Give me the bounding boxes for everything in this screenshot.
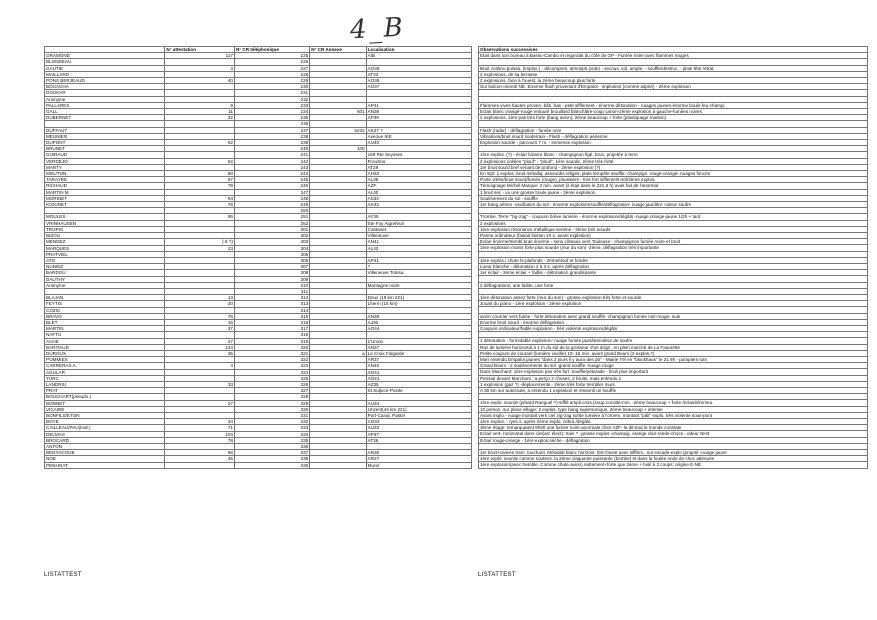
table-cell: 79 bbox=[165, 183, 235, 189]
table-cell: AZ35 bbox=[366, 381, 471, 387]
table-cell: AO37 bbox=[366, 84, 471, 90]
observation-cell: Etait dans son bureau à Basso-Cambo et regardait du côté de GP - Fumée noire avec flammes rouges bbox=[479, 53, 868, 59]
table-cell: 325 bbox=[234, 375, 309, 381]
table-cell: 305 bbox=[234, 251, 309, 257]
table-cell: 250 bbox=[234, 208, 309, 214]
table-row bbox=[479, 462, 868, 468]
table-cell: TROPIS bbox=[45, 226, 165, 232]
table-cell: IGOUNET bbox=[45, 202, 165, 208]
table-cell: MORINET bbox=[45, 195, 165, 201]
table-cell: AN38 bbox=[366, 109, 471, 115]
table-cell: Castanet bbox=[366, 226, 471, 232]
observation-cell: Eclair blanc orangé-rouge entouré brouillard blanchâtre-coup canon-2ème explosion à gauche-fumées noires bbox=[479, 108, 868, 114]
table-cell: 40 bbox=[165, 78, 235, 84]
table-cell: 234 bbox=[234, 109, 309, 115]
table-cell: 329 bbox=[234, 400, 309, 406]
table-cell: 310 bbox=[234, 282, 309, 288]
table-cell: 11 bbox=[165, 109, 235, 115]
table-cell: AP37 bbox=[366, 431, 471, 437]
table-cell: 332 bbox=[234, 419, 309, 425]
table-cell: 20 bbox=[165, 301, 235, 307]
table-cell: 317 bbox=[234, 326, 309, 332]
observation-cell: Eclair vert- horizontal dans ciel(arc élect): train ? -grosse explos.-champig. orange clair-ronde-chocs - odeur NH3 bbox=[479, 431, 868, 437]
column-header: N° attestation bbox=[165, 47, 235, 53]
table-cell: AU33 bbox=[366, 425, 471, 431]
table-cell: 3 bbox=[165, 65, 235, 71]
table-cell: Frouzins bbox=[366, 158, 471, 164]
table-cell: 326 bbox=[234, 381, 309, 387]
observation-cell: 2 explosions, face à l'ouest, la 2ème beaucoup plus forte bbox=[479, 78, 868, 84]
table-cell: DELMAS bbox=[45, 431, 165, 437]
table-cell: AL43 bbox=[366, 245, 471, 251]
table-cell: LANDRIU bbox=[45, 381, 165, 387]
observation-cell: Mari entendu Empalot jaunes "dans 3 jours il y aura des pb" - Mairie Tél en "blockhaus" le 21 9h - pompiers tuts bbox=[479, 356, 868, 362]
observation-cell: 1er bruit sourd bref venant de profond - 2ème explosion (?) bbox=[479, 164, 868, 170]
table-cell: VERDEJO bbox=[45, 158, 165, 164]
table-cell: Avenue IKE bbox=[366, 133, 471, 139]
table-cell: DUBERNET bbox=[45, 115, 165, 121]
table-cell: BLAJAN bbox=[45, 295, 165, 301]
observation-cell: A 30 km sur autoroute, a entendu 1 explosion et ressenti un souffle bbox=[479, 388, 868, 394]
table-cell: 338 bbox=[234, 456, 309, 462]
table-cell: BIZOU bbox=[45, 233, 165, 239]
table-cell: BRUNET bbox=[45, 146, 165, 152]
table-cell: 301 bbox=[234, 226, 309, 232]
observation-cell: 1 bruit sec - vu une grosse boule jaune - 2ème explosion bbox=[479, 189, 868, 195]
table-cell: BROCARD bbox=[45, 437, 165, 443]
table-cell: 336 bbox=[234, 444, 309, 450]
table-cell: 328 bbox=[234, 394, 309, 400]
table-cell: MARTIN bbox=[45, 326, 165, 332]
table-cell: AS34 bbox=[366, 195, 471, 201]
observation-cell: Flammes vives hautes proven. bâti. bas - petit sifflement - énorme détonation - nuages jaunes-énorme boule feu-champi bbox=[479, 102, 868, 108]
table-cell: MOUTON bbox=[45, 171, 165, 177]
observation-cell: 1ère explos./ chute fx-plafonds - 2èmeétouf et fondre bbox=[479, 257, 868, 263]
observation-cell: Vibrations/bruit sourd souterrain - Flash - déflagration aérienne bbox=[479, 133, 868, 139]
table-cell: 52 bbox=[165, 158, 235, 164]
table-cell: 34 bbox=[165, 419, 235, 425]
table-cell: 32 bbox=[165, 115, 235, 121]
table-cell: 104 bbox=[165, 431, 235, 437]
table-cell: AN37 bbox=[366, 344, 471, 350]
table-cell: RICHAUD bbox=[45, 183, 165, 189]
table-cell: DUPONT bbox=[45, 140, 165, 146]
table-cell: 16 bbox=[165, 319, 235, 325]
observation-cell: Bruit continu puissa. (implos.) - décompres. atmosph.(vide) - secous. vol. ample. - souffle/destruc. - plaie tête rétrat. bbox=[479, 65, 868, 71]
table-cell: 117 bbox=[165, 53, 235, 59]
table-cell: PRAT bbox=[45, 388, 165, 394]
table-cell: ? bbox=[366, 264, 471, 270]
observation-cell: Sur balcon orienté NE. Enorme flash provenant d'Empalot - implosion (comme aspiré) - 2ème explosion bbox=[479, 84, 868, 90]
observation-cell: 1 détonation - formidable explosion- nuage fumée jaunâtre/odeur de soufre bbox=[479, 338, 868, 344]
table-cell: BLONDEAU bbox=[45, 59, 165, 65]
table-cell: 47 bbox=[165, 338, 235, 344]
table-cell: BARDOU bbox=[45, 270, 165, 276]
table-cell: MARTY bbox=[45, 164, 165, 170]
observation-cell: 1ère explosion(avec tremble. Comme chute avion) nettement+forte que 2ème + fusil à 2 coups; origine E-NE bbox=[479, 462, 868, 468]
observation-cell: Grand Boum - 2 soulèvements du sol -grand souffle -nuage rouge bbox=[479, 363, 868, 369]
observation-cell: 10 person. sur place village: 2 explos. type bang supersonique, 2ème beaucoup + intense bbox=[479, 406, 868, 412]
table-cell: 248 bbox=[234, 195, 309, 201]
table-cell: DAUTHY bbox=[45, 276, 165, 282]
table-cell: 311 bbox=[234, 288, 309, 294]
table-cell: TURC bbox=[45, 375, 165, 381]
table-cell: AP39 bbox=[366, 115, 471, 121]
observation-cell: 1er bang aérien -oscillation du sol - énorme explosion/souffle/déflagration- nuage jaunâtre -odeur soufre bbox=[479, 202, 868, 208]
table-cell: 33 bbox=[165, 381, 235, 387]
table-cell: BRAVO bbox=[45, 313, 165, 319]
observation-cell: 2 explosions bbox=[479, 220, 868, 226]
table-cell: DUROUX bbox=[45, 350, 165, 356]
table-cell: Port-Canal, Pastel bbox=[366, 412, 471, 418]
observation-cell: Panne ordinateur (faisait foiston 10 s. avant explosion) bbox=[479, 233, 868, 239]
table-cell: ANTON bbox=[45, 444, 165, 450]
table-cell: a bbox=[310, 350, 366, 356]
table-cell: Villeneuve Tolosa. bbox=[366, 270, 471, 276]
table-cell: 242 bbox=[234, 158, 309, 164]
table-cell: 313 bbox=[234, 301, 309, 307]
table-cell: AR27 bbox=[366, 456, 471, 462]
table-cell: 236 bbox=[234, 121, 309, 127]
table-cell: 35 bbox=[165, 350, 235, 356]
table-cell: Albi bbox=[366, 53, 471, 59]
footer-label-right: LISTATTEST bbox=[478, 572, 516, 578]
observation-cell: Soulèvement du sol - souffle bbox=[479, 195, 868, 201]
table-cell: 4 bbox=[165, 363, 235, 369]
table-cell: 307 bbox=[234, 264, 309, 270]
table-cell: 232 bbox=[234, 96, 309, 102]
observation-cell: 1 explosion (gaz ?) -déplacements - 2ème très forte trembler murs bbox=[479, 381, 868, 387]
table-cell: 23 bbox=[165, 245, 235, 251]
observation-cell: 1ère explo. sourde comme soutens. la 2ème claquante puissante (bombe) et dans la foulée onde de choc atténuée bbox=[479, 456, 868, 462]
table-cell: 238 bbox=[234, 133, 309, 139]
table-cell: GALL bbox=[45, 109, 165, 115]
observation-cell: 1ère détonation assez forte (mur du son) - grosse explosion très forte et sourde bbox=[479, 294, 868, 300]
table-cell: 320 bbox=[234, 344, 309, 350]
table-cell: BOYE bbox=[45, 419, 165, 425]
table-cell: AO36 bbox=[366, 78, 471, 84]
table-cell: 71 bbox=[165, 425, 235, 431]
table-cell: AO41 bbox=[366, 369, 471, 375]
table-cell: 237 bbox=[234, 127, 309, 133]
table-cell: 240 bbox=[234, 146, 309, 152]
table-cell: 327 bbox=[234, 388, 309, 394]
column-header: N° CR téléphonique bbox=[234, 47, 309, 53]
table-cell: Deux (19 km 221) bbox=[366, 295, 471, 301]
observation-cell: Pensait devant Marchant : a perçu 2 choses, 2 bruits, mais entendu 1 bbox=[479, 375, 868, 381]
table-cell: 316 bbox=[234, 319, 309, 325]
table-cell: 304 bbox=[234, 245, 309, 251]
table-cell: PONS BERJEAUD bbox=[45, 78, 165, 84]
table-cell: 331 bbox=[234, 412, 309, 418]
observation-cell: Raz de lumière horizontal à 1 m du sol de la grosseur d'un doigt , en plein marché de La Faourette bbox=[479, 344, 868, 350]
table-cell: 227 bbox=[234, 65, 309, 71]
table-cell bbox=[310, 462, 366, 468]
table-cell: 241 bbox=[234, 152, 309, 158]
table-cell: AN40 bbox=[366, 363, 471, 369]
observation-cell: Eclair énorme/trembl.bruit énorme - sens côteaux vers Toulouse - champignon fumée noire et bruit bbox=[479, 239, 868, 245]
table-cell: AP41 bbox=[366, 257, 471, 263]
observation-cell: 1ère explo. sourde (pétard Ranguel ?)-sifflé ampli.crois.(soup.cocotte-min. -2ème beaucoup + forte /éclairé/immeu. bbox=[479, 400, 868, 406]
table-cell: 76 bbox=[165, 202, 235, 208]
table-cell: 330 bbox=[234, 406, 309, 412]
table-cell: AT29 bbox=[366, 164, 471, 170]
table-cell: 124 bbox=[165, 344, 235, 350]
table-cell: 252 bbox=[234, 220, 309, 226]
observation-cell: avion courrier vers fusée - forte détonation avec grand souffle- champignon fumée noir-rouge- suie bbox=[479, 313, 868, 319]
table-cell: AO38 bbox=[366, 65, 471, 71]
table-cell: 251 bbox=[234, 214, 309, 220]
table-cell: NAFTU bbox=[45, 332, 165, 338]
observation-cell: Porte vitrée/bruit sourd/fumée (rouge), poussière - très fort sifflement-sol/2ème explos. bbox=[479, 177, 868, 183]
table-cell: 303 bbox=[234, 239, 309, 245]
table-cell: PENHOAT bbox=[45, 462, 165, 468]
table-cell: 245 bbox=[234, 177, 309, 183]
observation-cell: 2 explosions, de sa terrasse bbox=[479, 71, 868, 77]
observation-cell: 2 explosions collées "plouf" - "plouf", 1ère sourde, 2ème très forte bbox=[479, 158, 868, 164]
observation-cell: 1er bruit+ravives tram. touchant. Mésidab blanc horizont. Est-Ouest avec sifflem., sur escade-explo (projeté -nuage jaune bbox=[479, 450, 868, 456]
observation-cell: En stpl: 1 explos. bruit métalliq. assourdis.réligés: plate tempête souffle- champign. rouge-orangé- nuages foncés bbox=[479, 170, 868, 176]
table-cell: 80 bbox=[165, 171, 235, 177]
table-cell: L'Union bbox=[366, 338, 471, 344]
observation-cell: Lueur blanche - détonation 2 à 3 s. après déflagration bbox=[479, 264, 868, 270]
observation-cell: Flash (radar) - déflagration - fumée ocre bbox=[479, 127, 868, 133]
table-cell: 226 bbox=[234, 59, 309, 65]
table-cell: 9 bbox=[165, 102, 235, 108]
table-cell: 246 bbox=[234, 183, 309, 189]
observation-cell: Jouait du piano - 1ère explosion - 2ème explosion bbox=[479, 301, 868, 307]
table-cell: FEYTIS bbox=[45, 301, 165, 307]
table-cell: AO44 bbox=[366, 326, 471, 332]
table-cell: 5232 bbox=[310, 127, 366, 133]
table-cell: AH33 bbox=[366, 171, 471, 177]
table-cell: Montagne noire bbox=[366, 282, 471, 288]
table-cell: 333 bbox=[234, 425, 309, 431]
table-cell: AT36 bbox=[366, 437, 471, 443]
table-cell: MOULES bbox=[45, 214, 165, 220]
table-row bbox=[45, 462, 472, 468]
observation-cell: 1ère explosion résonance métallique sereine - 2ème bris sourds bbox=[479, 226, 868, 232]
table-cell: ACHE bbox=[45, 338, 165, 344]
table-cell: 318 bbox=[234, 332, 309, 338]
table-cell: MAILLARD bbox=[45, 71, 165, 77]
table-cell: 339 bbox=[234, 462, 309, 468]
table-cell: 302 bbox=[234, 233, 309, 239]
table-cell: 94 bbox=[165, 195, 235, 201]
table-cell: AO33 bbox=[366, 419, 471, 425]
table-cell: 243 bbox=[234, 164, 309, 170]
table-cell: 169 Rte Seysses bbox=[366, 152, 471, 158]
column-header: N° CR Annexe bbox=[310, 47, 366, 53]
column-header: Localisation bbox=[366, 47, 471, 53]
observation-cell: Témoignage Michel Marque: 3 min. avant (il était dans le 221,8 h) avait fait de l'anormal bbox=[479, 183, 868, 189]
observation-cell: Trombe. Terre "zig-zag" - coupure brève lumière - énorme explosion/dégâts -nuage orange-jaune 1/2h + tard bbox=[479, 214, 868, 220]
column-header-observations: Observations successives bbox=[479, 47, 868, 53]
table-cell: MARTIN M bbox=[45, 189, 165, 195]
table-cell: 308 bbox=[234, 270, 309, 276]
table-cell: AK27 ? bbox=[366, 127, 471, 133]
table-cell: 235 bbox=[234, 115, 309, 121]
table-cell: Anonyme bbox=[45, 282, 165, 288]
table-cell: DOUKAR bbox=[45, 90, 165, 96]
table-cell: Muret bbox=[366, 462, 471, 468]
table-cell: AR37 bbox=[366, 357, 471, 363]
table-cell: PALLARES bbox=[45, 102, 165, 108]
table-cell: 230 bbox=[234, 84, 309, 90]
observation-cell: 2 déflagrations, une faible, une forte bbox=[479, 282, 868, 288]
observation-cell: 2 explosions, 1ère pas très forte (bang avion), 2ème beaucoup + forte (plastiquage maison) bbox=[479, 115, 868, 121]
table-cell: BONNET bbox=[45, 400, 165, 406]
table-cell: Villeneuve bbox=[366, 233, 471, 239]
observation-cell: Avant explo.- nuage montait vers ciel zig-zag sortie lumière à l'ornem. montant "pâli" explo. très violente sous-pont bbox=[479, 412, 868, 418]
observation-cell: 1ère explosion moins forte plus sourde (mur du son) -2ème, déflagration très importante bbox=[479, 245, 868, 251]
table-cell: 225 bbox=[234, 53, 309, 59]
table-cell: 37 bbox=[165, 326, 235, 332]
table-cell: 601 bbox=[310, 109, 366, 115]
table-cell: BENYACOUB bbox=[45, 450, 165, 456]
observation-cell: Explosion sourde - parcours 7 m. - immense explosion bbox=[479, 139, 868, 145]
table-cell: Anonyme bbox=[45, 96, 165, 102]
table-cell: 337 bbox=[234, 450, 309, 456]
table-cell: La Croix Falgarde bbox=[366, 350, 471, 356]
table-cell: 95 bbox=[165, 214, 235, 220]
table-cell: 108 bbox=[310, 146, 366, 152]
observation-cell: Enorme bruit sourd - énorme déflagration bbox=[479, 319, 868, 325]
table-cell: AJ36 bbox=[366, 319, 471, 325]
table-cell: BARITAUD bbox=[45, 344, 165, 350]
table-cell: AL39 bbox=[366, 177, 471, 183]
table-cell: 322 bbox=[234, 357, 309, 363]
table-cell: MARQUES bbox=[45, 245, 165, 251]
table-cell: 97 bbox=[165, 177, 235, 183]
table-cell: AY35 bbox=[366, 214, 471, 220]
table-cell: 45 bbox=[165, 456, 235, 462]
table-cell: 229 bbox=[234, 78, 309, 84]
table-cell: 315 bbox=[234, 313, 309, 319]
table-cell: CAILLEAU/PAU(Indr.) bbox=[45, 425, 165, 431]
table-cell: DUFFAUT bbox=[45, 127, 165, 133]
observation-cell: Eclair rouge-orange - 1ère explos.sèche - déflagration bbox=[479, 437, 868, 443]
table-cell: 228 bbox=[234, 71, 309, 77]
table-cell: ATO bbox=[45, 257, 165, 263]
table-cell: AGULAR bbox=[45, 369, 165, 375]
table-cell: AU40 bbox=[366, 140, 471, 146]
table-cell: Ste Foy Aigrefeuil bbox=[366, 220, 471, 226]
table-cell: POMMIES bbox=[45, 357, 165, 363]
table-cell: BONFILS/ETON bbox=[45, 412, 165, 418]
observation-cell: Coupure ordinateur/faible explosion - très violente explosion/dégâts bbox=[479, 325, 868, 331]
table-cell: 335 bbox=[234, 437, 309, 443]
table-cell: AT32 bbox=[366, 71, 471, 77]
table-cell: 309 bbox=[234, 276, 309, 282]
observation-cell: 1ère explos. (?) - éclair bizarre blanc - champignon figé, brun, projetée à terre bbox=[479, 152, 868, 158]
table-cell: Unzent(44 km 221) bbox=[366, 406, 471, 412]
table-cell: 233 bbox=[234, 102, 309, 108]
table-cell: 68 bbox=[165, 450, 235, 456]
table-cell: 13 bbox=[165, 295, 235, 301]
table-cell: 334 bbox=[234, 431, 309, 437]
table-cell: 324 bbox=[234, 369, 309, 375]
table-cell: 314 bbox=[234, 307, 309, 313]
table-cell: MEUNIER bbox=[45, 133, 165, 139]
table-cell: COZIC bbox=[45, 307, 165, 313]
observation-cell: Petite coupure de courant (lumière vacille) 10- 15 min. avant grand Boum (2 explos.?) bbox=[479, 350, 868, 356]
table-cell: 249 bbox=[234, 202, 309, 208]
attestation-table bbox=[44, 46, 472, 469]
table-cell: AO41 bbox=[366, 375, 471, 381]
table-cell: AU34 bbox=[366, 400, 471, 406]
table-cell: St Sulpice-Pointe bbox=[366, 388, 471, 394]
table-cell: BOUCHART(pseudo.) bbox=[45, 394, 165, 400]
table-cell: CARRERAS A. bbox=[45, 363, 165, 369]
table-cell: ( 8 ?) bbox=[165, 239, 235, 245]
table-cell: 78 bbox=[165, 437, 235, 443]
table-cell: AZF bbox=[366, 183, 471, 189]
table-cell: GUIRAUD bbox=[45, 152, 165, 158]
table-cell bbox=[165, 462, 235, 468]
table-cell: 244 bbox=[234, 171, 309, 177]
table-cell: VRINHAUSEN bbox=[45, 220, 165, 226]
table-cell: 239 bbox=[234, 140, 309, 146]
observation-cell: 3ème étage: remarquaient 9h30 une fumée noire anormale chez AZF- le dit-tout le monde constate bbox=[479, 425, 868, 431]
table-cell: 321 bbox=[234, 350, 309, 356]
table-cell: BLET bbox=[45, 319, 165, 325]
table-cell: 231 bbox=[234, 90, 309, 96]
table-cell: AN38 bbox=[366, 313, 471, 319]
table-cell: PRATVIEL bbox=[45, 251, 165, 257]
observation-cell: 1er éclair - 2ème éclair + faible - détonation grandissante bbox=[479, 270, 868, 276]
table-cell: 323 bbox=[234, 363, 309, 369]
table-cell: GAUTIE bbox=[45, 65, 165, 71]
table-cell: BOUACHA bbox=[45, 84, 165, 90]
table-cell: Lherm (15 km) bbox=[366, 301, 471, 307]
table-cell: 27 bbox=[165, 400, 235, 406]
observation-cell: Dans Marchant: 1ère explosion pas très fort -souffle/pétarade - bruit plus important bbox=[479, 369, 868, 375]
table-cell: AP41 bbox=[366, 102, 471, 108]
table-cell: 319 bbox=[234, 338, 309, 344]
table-cell: 306 bbox=[234, 257, 309, 263]
handwritten-label: 4_B bbox=[349, 12, 406, 46]
table-cell: 62 bbox=[165, 140, 235, 146]
table-cell: TARAYRE bbox=[45, 177, 165, 183]
table-cell: 75 bbox=[165, 313, 235, 319]
table-cell: MENDEZ bbox=[45, 239, 165, 245]
table-cell: AL40 bbox=[366, 189, 471, 195]
table-cell: NUNIEZ bbox=[45, 264, 165, 270]
table-cell: AS33 bbox=[366, 202, 471, 208]
observations-table bbox=[478, 46, 868, 469]
observation-cell: 1ère explos. - ryes s. après 2ème explo. /vibra /dégâts bbox=[479, 419, 868, 425]
table-cell: NOE bbox=[45, 456, 165, 462]
table-cell: AN41 bbox=[366, 239, 471, 245]
table-cell: VICAIRE bbox=[45, 406, 165, 412]
table-cell: 247 bbox=[234, 189, 309, 195]
footer-label-left: LISTATTEST bbox=[44, 572, 82, 578]
table-cell: GRAMOND bbox=[45, 53, 165, 59]
table-cell: 312 bbox=[234, 295, 309, 301]
table-cell: AR36 bbox=[366, 450, 471, 456]
